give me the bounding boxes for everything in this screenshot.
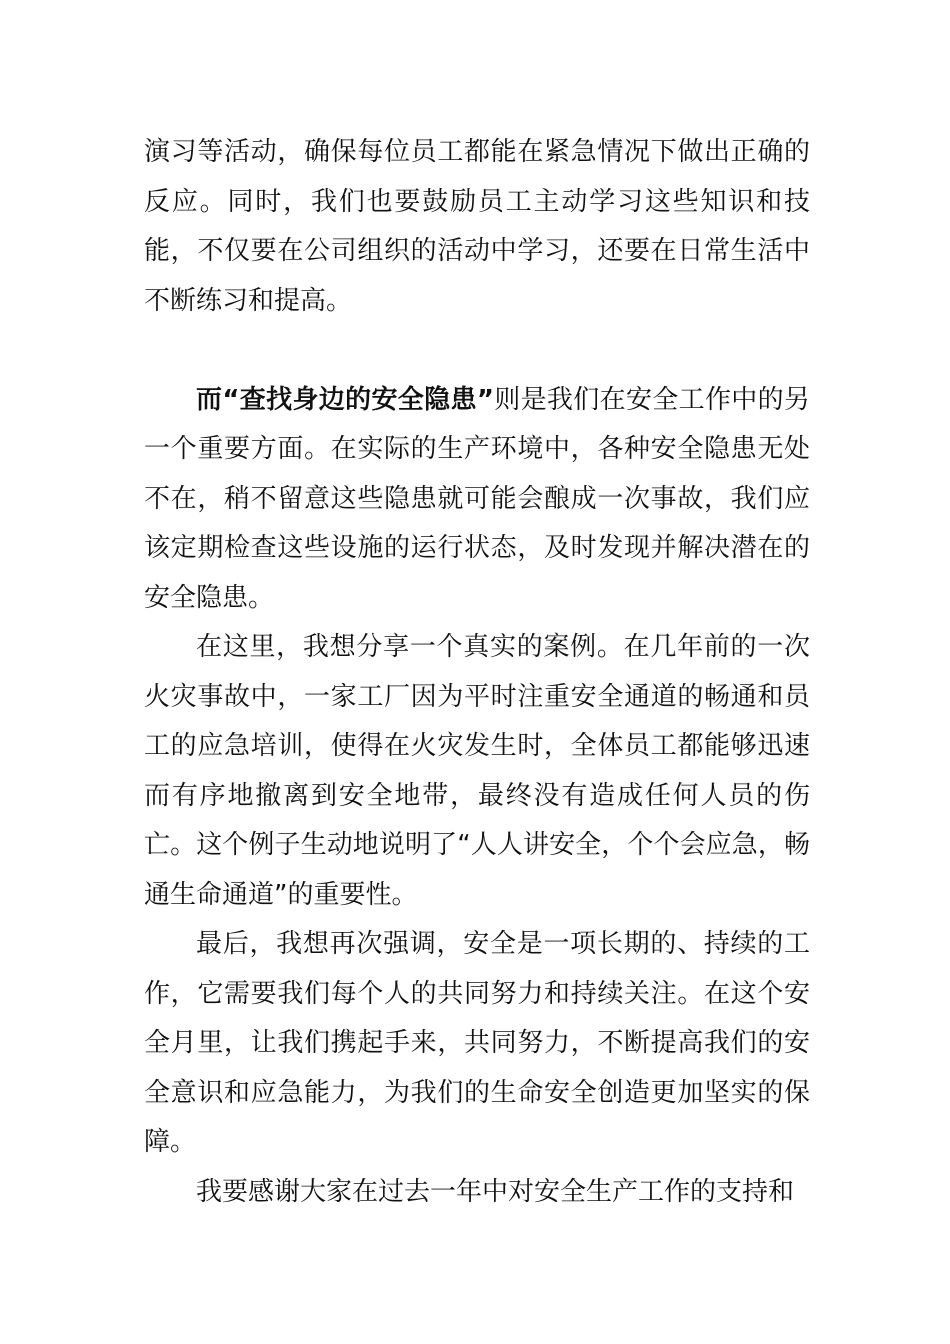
document-body <box>144 128 810 1217</box>
paragraph-conclusion: 最后，我想再次强调，安全是一项长期的、持续的工作，它需要我们每个人的共同努力和持续关注。在这个安全月里，让我们携起手来，共同努力，不断提高我们的安全意识和应急能力，为我们的生命安全创造更加坚实的保障。 <box>144 929 810 1157</box>
paragraph-case-study: 在这里，我想分享一个真实的案例。在几年前的一次火灾事故中，一家工厂因为平时注重安全通道的畅通和员工的应急培训，使得在火灾发生时，全体员工都能够迅速而有序地撤离到安全地带，最终没有造成任何人员的伤亡。这个例子生动地说明了“人人讲安全，个个会应急，畅通生命通道”的重要性。 <box>144 632 810 910</box>
paragraph-thanks: 我要感谢大家在过去一年中对安全生产工作的支持和 <box>196 1176 795 1207</box>
paragraph-text: 则是我们在安全工作中的另一个重要方面。在实际的生产环境中，各种安全隐患无处不在，稍不留意这些隐患就可能会酿成一次事故，我们应该定期检查这些设施的运行状态，及时发现并解决潜在的安全隐患。 <box>144 384 810 613</box>
bold-lead-phrase: 而“查找身边的安全隐患” <box>196 384 494 415</box>
paragraph-hidden-dangers <box>144 376 810 624</box>
paragraph-spacer <box>144 326 810 376</box>
paragraph-continued: 演习等活动，确保每位员工都能在紧急情况下做出正确的反应。同时，我们也要鼓励员工主动学习这些知识和技能，不仅要在公司组织的活动中学习，还要在日常生活中不断练习和提高。 <box>144 137 810 316</box>
